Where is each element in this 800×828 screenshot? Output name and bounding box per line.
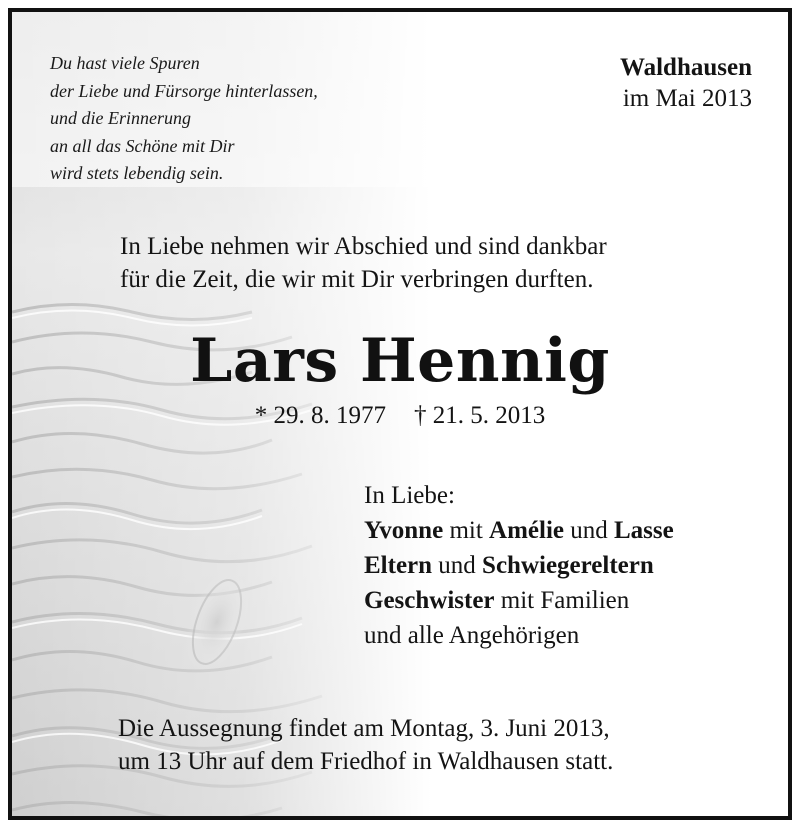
mourner-name: Eltern <box>364 552 433 579</box>
obituary-frame <box>8 8 792 820</box>
mourner-join: mit <box>443 517 490 544</box>
place-town: Waldhausen <box>619 54 752 81</box>
mourners-line <box>364 513 674 548</box>
mourner-join: und <box>564 517 614 544</box>
funeral-notice <box>118 712 613 778</box>
mourner-name: Yvonne <box>364 517 444 544</box>
place-date <box>620 52 752 114</box>
mourners-line <box>364 548 674 583</box>
birth-date: * 29. 8. 1977 <box>254 402 386 429</box>
mourners-line <box>364 583 674 618</box>
funeral-line: Die Aussegnung findet am Montag, 3. Juni 2013, <box>118 715 610 742</box>
poem-line: der Liebe und Fürsorge hinterlassen, <box>50 80 318 101</box>
mourner-join: mit Familien <box>494 587 630 614</box>
poem-line: und die Erinnerung <box>50 108 191 128</box>
mourners-line: und alle Angehörigen <box>364 622 580 649</box>
funeral-line: um 13 Uhr auf dem Friedhof in Waldhausen statt. <box>118 748 614 775</box>
mourner-name: Geschwister <box>364 587 495 614</box>
poem-line: Du hast viele Spuren <box>50 53 200 73</box>
mourners-list <box>364 478 674 653</box>
mourner-name: Schwiegereltern <box>482 552 654 579</box>
life-dates <box>12 402 788 430</box>
poem <box>50 50 318 188</box>
deceased-name: Lars Hennig <box>190 326 610 396</box>
intro-line: In Liebe nehmen wir Abschied und sind dankbar <box>120 233 607 260</box>
death-date: † 21. 5. 2013 <box>414 402 546 429</box>
mourner-name: Lasse <box>614 517 674 544</box>
intro-line: für die Zeit, die wir mit Dir verbringen durften. <box>120 266 594 293</box>
poem-line: wird stets lebendig sein. <box>50 163 224 183</box>
intro-text <box>120 230 607 296</box>
mourner-join: und <box>432 552 483 579</box>
mourner-name: Amélie <box>489 517 564 544</box>
place-month: im Mai 2013 <box>622 85 752 112</box>
mourners-heading: In Liebe: <box>364 482 455 509</box>
poem-line: an all das Schöne mit Dir <box>50 135 235 156</box>
